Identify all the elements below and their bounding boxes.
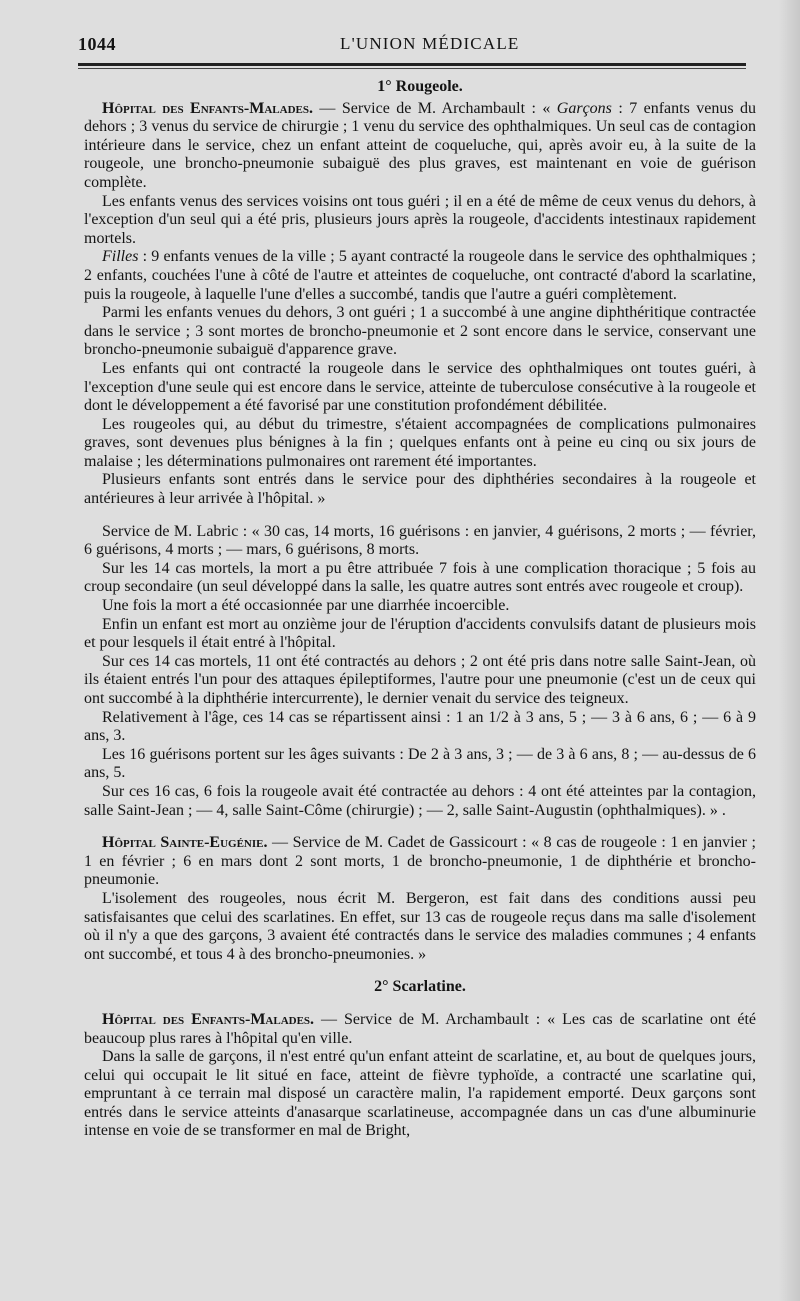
paragraph: Les enfants venus des services voisins ont tous guéri ; il en a été de même de ceux venus du dehors, à l'exception d'un seul qui a été pris, plusieurs jours après la rougeole, d'accidents intestinaux rapidement mortels. (84, 192, 756, 247)
paragraph: L'isolement des rougeoles, nous écrit M. Bergeron, est fait dans des conditions aussi peu satisfaisantes que celui des scarlatines. En effet, sur 13 cas de rougeole reçus dans ma salle d'isolement où il n'y a que des garçons, 3 avaient été contractés dans le service des maladies communes ; 4 enfants ont succombé, et tous 4 à des broncho-pneumonies. » (84, 889, 756, 963)
paragraph: Filles : 9 enfants venues de la ville ; 5 ayant contracté la rougeole dans le service des ophthalmiques ; 2 enfants, couchées l'une à côté de l'autre et atteintes de coqueluche, ont contracté d'abord la scarlatine, puis la rougeole, à laquelle l'une d'elles a succombé, tandis que l'autre a guéri complètement. (84, 248, 756, 303)
paragraph: Sur les 14 cas mortels, la mort a pu être attribuée 7 fois à une complication thoracique ; 5 fois au croup secondaire (un seul développé dans la salle, les quatre autres sont entrés avec rougeole et croup). (84, 559, 756, 596)
article-body (84, 78, 756, 1141)
section-title-scarlatine: 2° Scarlatine. (374, 978, 466, 996)
page-number: 1044 (78, 34, 116, 54)
running-title: L'UNION MÉDICALE (340, 34, 520, 53)
paragraph: Dans la salle de garçons, il n'est entré qu'un enfant atteint de scarlatine, et, au bout de quelques jours, celui qui occupait le lit situé en face, atteint de fièvre typhoïde, a contracté une scarlatine qui, empruntant à ce terrain mal disposé un caractère malin, l'a rapidement emporté. Deux garçons sont entrés dans le service atteints d'anasarque scarlatineuse, accompagnée dans un cas d'une albuminurie intense en voie de se transformer en mal de Bright, (84, 1048, 756, 1140)
paragraph: Une fois la mort a été occasionnée par une diarrhée incoercible. (102, 597, 510, 615)
paragraph: Plusieurs enfants sont entrés dans le service pour des diphthéries secondaires à la rougeole et antérieures à leur arrivée à l'hôpital. » (84, 471, 756, 508)
paragraph: Parmi les enfants venues du dehors, 3 ont guéri ; 1 a succombé à une angine diphthéritique contractée dans le service ; 3 sont mortes de broncho-pneumonie et 2 sont encore dans le service, conservant une broncho-pneumonie subaiguë d'apparence grave. (84, 304, 756, 359)
paragraph: Les rougeoles qui, au début du trimestre, s'étaient accompagnées de complications pulmonaires graves, sont devenues plus bénignes à la fin ; quelques enfants ont à peine eu cinq ou six jours de malaise ; les déterminations pulmonaires ont rarement été importantes. (84, 415, 756, 470)
filles-label: Filles (102, 248, 139, 266)
paragraph: Les 16 guérisons portent sur les âges suivants : De 2 à 3 ans, 3 ; — de 3 à 6 ans, 8 ; — au-dessus de 6 ans, 5. (84, 745, 756, 782)
hospital-name: Hôpital des Enfants-Malades. (102, 99, 313, 117)
paragraph: Hôpital des Enfants-Malades. — Service de M. Archambault : « Les cas de scarlatine ont été beaucoup plus rares à l'hôpital qu'en ville. (84, 1010, 756, 1047)
paragraph: Sur ces 14 cas mortels, 11 ont été contractés au dehors ; 2 ont été pris dans notre salle Saint-Jean, où ils étaient entrés l'un pour des attaques épileptiformes, l'autre pour une pneumonie (c'est un de ceux qui ont succombé à la diphthérie intercurrente), le dernier venait du service des teigneux. (84, 652, 756, 707)
page-header (78, 34, 760, 56)
header-rule-thin (78, 68, 746, 69)
paragraph: Sur ces 16 cas, 6 fois la rougeole avait été contractée au dehors : 4 ont été atteintes par la contagion, salle Saint-Jean ; — 4, salle Saint-Côme (chirurgie) ; — 2, salle Saint-Augustin (ophthalmiques). » . (84, 782, 756, 819)
garcons-label: Garçons (556, 99, 612, 117)
section-title-rougeole: 1° Rougeole. (377, 78, 463, 95)
paragraph: Hôpital des Enfants-Malades. — Service de M. Archambault : « Garçons : 7 enfants venus du dehors ; 3 venus du service de chirurgie ; 1 venu du service des ophthalmiques. Un seul cas de contagion intérieure dans le service, chez un enfant atteint de coqueluche, qui, après avoir eu, à la suite de la rougeole, une broncho-pneumonie subaiguë des plus graves, est maintenant en voie de guérison complète. (84, 99, 756, 191)
paragraph: Enfin un enfant est mort au onzième jour de l'éruption d'accidents convulsifs datant de plusieurs mois et pour lesquels il était entré à l'hôpital. (84, 615, 756, 652)
paragraph: Hôpital Sainte-Eugénie. — Service de M. Cadet de Gassicourt : « 8 cas de rougeole : 1 en janvier ; 1 en février ; 6 en mars dont 2 sont morts, 1 de broncho-pneumonie, 1 de diphthérie et broncho-pneumonie. (84, 834, 756, 889)
page-edge-shadow (778, 0, 800, 1301)
hospital-name: Hôpital Sainte-Eugénie. (102, 834, 268, 852)
header-rule-thick (78, 63, 746, 66)
paragraph: Les enfants qui ont contracté la rougeole dans le service des ophthalmiques ont toutes guéri, à l'exception d'une seule qui est encore dans le service, atteinte de tuberculose consécutive à la rougeole et dont le développement a été favorisé par une constitution profondément débilitée. (84, 359, 756, 415)
hospital-name: Hôpital des Enfants-Malades. (102, 1010, 315, 1028)
paragraph: Relativement à l'âge, ces 14 cas se répartissent ainsi : 1 an 1/2 à 3 ans, 5 ; — 3 à 6 ans, 6 ; — 6 à 9 ans, 3. (84, 708, 756, 745)
paragraph: Service de M. Labric : « 30 cas, 14 morts, 16 guérisons : en janvier, 4 guérisons, 2 morts ; — février, 6 guérisons, 4 morts ; — mars, 6 guérisons, 8 morts. (84, 522, 756, 559)
